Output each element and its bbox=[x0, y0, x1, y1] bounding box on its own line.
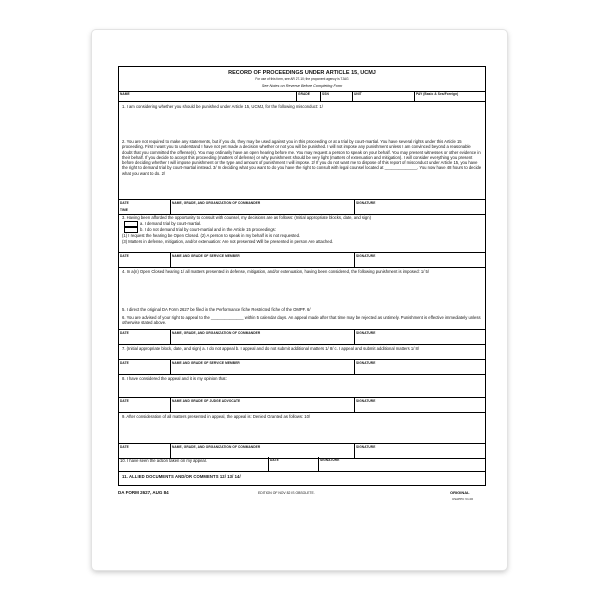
item-7: 7. (Initial appropriate block, date, and sign) a. I do not appeal b. I appeal and do not submit additional matters 1/ 8/ c. I appeal and submit additional matters 1/ 8/ bbox=[122, 346, 420, 351]
sig-date[interactable]: DATE bbox=[119, 200, 171, 214]
sig2-signature[interactable]: SIGNATURE bbox=[356, 253, 376, 258]
item-4: 4. In a(n) Open Closed hearing 1/ all matters presented in defense, mitigation, and/or extenuation, having been considered, the following punishment is imposed: 1/ 5/ bbox=[122, 269, 430, 274]
original-label: ORIGINAL bbox=[450, 490, 470, 495]
member-sig-row-2 bbox=[119, 359, 485, 375]
item-5: 5. I direct the original DA Form 2627 be filed in the Performance fiche Restricted fiche of the OMPF. 6/ bbox=[122, 307, 311, 312]
item-11: 11. ALLIED DOCUMENTS AND/OR COMMENTS 12/ 13/ 14/ bbox=[122, 474, 241, 479]
judge-advocate-sig-row bbox=[119, 397, 485, 413]
da-form-2627 bbox=[118, 66, 486, 486]
edition-note: EDITION OF NOV 82 IS OBSOLETE. bbox=[258, 491, 315, 495]
form-notes: See Notes on Reverse Before Completing Form bbox=[261, 84, 343, 88]
item-3-3: (3) Matters in defense, mitigation, and/or extenuation: Are not presented Will be presented in person Are attached. bbox=[122, 239, 334, 244]
item-10: 10. I have seen the action taken on my appeal. bbox=[119, 457, 269, 471]
item-6: 6. You are advised of your right to appeal to the ______________ within 5 calendar days. An appeal made after that time may be rejected as untimely. Punishment is effective immediately unless otherwise stated above. bbox=[122, 315, 481, 326]
sig-commander[interactable]: NAME, GRADE, AND ORGANIZATION OF COMMANDER bbox=[171, 200, 355, 214]
item-2: 2. You are not required to make any statements, but if you do, they may be used against you in this proceeding or at a trial by court-martial. You have several rights under this Article 15 proceeding. First I want you to understand I have not yet made a decision whether or not you will be punished. I will not impose any punishment unless I am convinced beyond a reasonable doubt that you committed the offense(s). You may ordinarily have an open hearing before me. You may request a person to speak on your behalf. You may present witnesses or other evidence in their behalf. If you decide to accept this proceeding (matters of defense) or why punishment should be very light (matters of extenuation and mitigation). I will consider everything you present before deciding whether I will impose punishment or the type and amount of punishment I will impose. 2/ If you do not want me to dispose of this report of misconduct under Article 15, you have the right to demand trial by court-martial instead. 3/ In deciding what you want to do you have the right to consult with legal counsel located at ______________. You now have 48 hours to decide what you want to do. 2/ bbox=[122, 139, 482, 176]
item-10-row bbox=[119, 457, 485, 472]
item-8: 8. I have considered the appeal and it is my opinion that: bbox=[122, 376, 227, 381]
sig3-signature[interactable]: SIGNATURE bbox=[356, 398, 376, 403]
sig2-date[interactable]: DATE bbox=[119, 253, 171, 267]
item-10-date[interactable]: DATE bbox=[269, 457, 319, 471]
form-title: RECORD OF PROCEEDINGS UNDER ARTICLE 15, UCMJ bbox=[228, 70, 376, 76]
item-3b: b. I do not demand trial by court-martial and in the Article 15 proceedings: bbox=[122, 227, 482, 233]
sig-signature-2[interactable]: SIGNATURE bbox=[356, 330, 376, 335]
form-id: DA FORM 2627, AUG 84 bbox=[118, 490, 169, 495]
sig3-date[interactable]: DATE bbox=[119, 398, 171, 412]
item-3a: a. I demand trial by court-martial. bbox=[122, 221, 482, 227]
commander-sig-row-2 bbox=[119, 329, 485, 345]
sig-commander-3[interactable]: NAME, GRADE, AND ORGANIZATION OF COMMANDER bbox=[171, 444, 355, 458]
field-name[interactable]: NAME bbox=[119, 91, 297, 101]
item-1: 1. I am considering whether you should be punished under Article 15, UCMJ, for the following misconduct: 1/ bbox=[122, 104, 323, 109]
member-sig-row-1 bbox=[119, 252, 485, 268]
item-3-1: (1) I request the hearing be Open Closed. (2) A person to speak in my behalf is is not requested. bbox=[122, 233, 301, 238]
sig2-member-2[interactable]: NAME AND GRADE OF SERVICE MEMBER bbox=[171, 360, 355, 374]
field-pay[interactable]: PAY (Basic & Sea/Foreign) bbox=[416, 91, 459, 96]
field-grade[interactable]: GRADE bbox=[297, 91, 321, 101]
sig-signature-3[interactable]: SIGNATURE bbox=[356, 444, 376, 449]
sig-date-2[interactable]: DATE bbox=[119, 330, 171, 344]
item-9: 9. After consideration of all matters presented in appeal, the appeal is: Denied Granted as follows: 10/ bbox=[122, 414, 311, 419]
form-subtitle: For use of this form, see AR 27-10; the proponent agency is TJAG bbox=[255, 77, 349, 81]
sig2-date-2[interactable]: DATE bbox=[119, 360, 171, 374]
header-row bbox=[119, 91, 485, 102]
sig-time: TIME bbox=[120, 208, 129, 212]
item-3-intro: 3. Having been afforded the opportunity to consult with counsel, my decisions are as follows: (Initial appropriate blocks, date, and sign) bbox=[122, 215, 371, 220]
sig3-judge[interactable]: NAME AND GRADE OF JUDGE ADVOCATE bbox=[171, 398, 355, 412]
item-10-signature[interactable]: SIGNATURE bbox=[320, 457, 340, 462]
sig-commander-2[interactable]: NAME, GRADE, AND ORGANIZATION OF COMMANDER bbox=[171, 330, 355, 344]
field-unit[interactable]: UNIT bbox=[353, 91, 415, 101]
field-ssn[interactable]: SSN bbox=[321, 91, 353, 101]
sig-signature[interactable]: SIGNATURE bbox=[356, 200, 376, 205]
sig2-member[interactable]: NAME AND GRADE OF SERVICE MEMBER bbox=[171, 253, 355, 267]
sig-date-3[interactable]: DATE bbox=[119, 444, 171, 458]
sig2-signature-2[interactable]: SIGNATURE bbox=[356, 360, 376, 365]
usappc-label: USAPPC V1.00 bbox=[452, 497, 474, 501]
commander-sig-row-1 bbox=[119, 199, 485, 215]
